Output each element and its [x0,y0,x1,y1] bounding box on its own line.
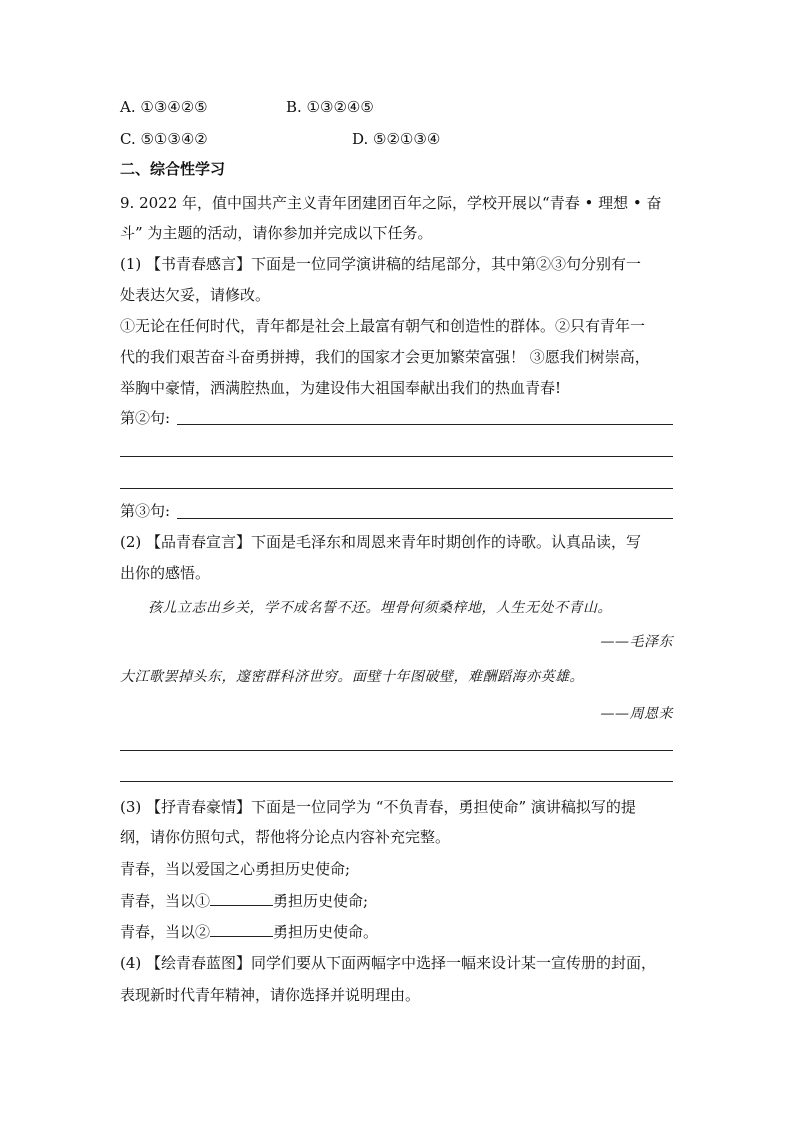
option-d: D. ⑤②①③④ [352,130,441,148]
sentence2-label: 第②句: [120,409,171,427]
q9-stem-line1: 9. 2022 年，值中国共产主义青年团建团百年之际，学校开展以“青春 • 理想 • 奋 [120,194,662,212]
outline-point1: 青春，当以爱国之心勇担历史使命; [120,860,351,878]
poem-mao: 孩儿立志出乡关，学不成名誓不还。埋骨何须桑梓地，人生无处不青山。 [148,600,612,616]
fill-blank-2[interactable] [210,921,273,937]
answer-line[interactable] [120,488,673,489]
answer-line[interactable] [120,781,673,782]
outline-point3-suffix: 勇担历史使命。 [273,923,379,941]
q9-part4-line2: 表现新时代青年精神，请你选择并说明理由。 [120,986,421,1004]
q9-part2-line2: 出你的感悟。 [120,564,211,582]
answer-line[interactable] [120,456,673,457]
q9-part3-line1: (3) 【抒青春豪情】下面是一位同学为 “不负青春，勇担使命” 演讲稿拟写的提 [120,798,636,816]
section-title: 二、综合性学习 [120,160,226,178]
speech-text-line2: 代的我们艰苦奋斗奋勇拼搏，我们的国家才会更加繁荣富强！ ③愿我们树崇高， [120,348,650,366]
poem-author-zhou: ——周恩来 [600,706,673,722]
sentence3-label: 第③句: [120,502,171,520]
q9-part4-line1: (4) 【绘青春蓝图】同学们要从下面两幅字中选择一幅来设计某一宣传册的封面， [120,954,657,972]
q9-part1-line2: 处表达欠妥，请修改。 [120,286,271,304]
option-a: A. ①③④②⑤ [120,98,208,116]
q9-part2-line1: (2) 【品青春宣言】下面是毛泽东和周恩来青年时期创作的诗歌。认真品读，写 [120,533,642,551]
poem-zhou: 大江歌罢掉头东，邃密群科济世穷。面壁十年图破壁，难酬蹈海亦英雄。 [120,669,584,685]
outline-point2 [120,890,368,911]
q9-part1-line1: (1) 【书青春感言】下面是一位同学演讲稿的结尾部分，其中第②③句分别有一 [120,255,642,273]
fill-blank-1[interactable] [210,890,273,906]
q9-part3-line2: 纲，请你仿照句式，帮他将分论点内容补充完整。 [120,828,451,846]
outline-point3-prefix: 青春，当以② [120,923,211,941]
outline-point3 [120,921,378,942]
option-b: B. ①③②④⑤ [286,98,374,116]
speech-text-line1: ①无论在任何时代，青年都是社会上最富有朝气和创造性的群体。②只有青年一 [120,317,646,335]
answer-line[interactable] [177,424,673,425]
outline-point2-suffix: 勇担历史使命; [273,892,369,910]
poem-author-mao: ——毛泽东 [600,634,673,650]
q9-stem-line2: 斗” 为主题的活动，请你参加并完成以下任务。 [120,224,433,242]
speech-text-line3: 举胸中豪情，洒满腔热血，为建设伟大祖国奉献出我们的热血青春! [120,379,562,397]
option-c: C. ⑤①③④② [120,130,208,148]
answer-line[interactable] [120,750,673,751]
answer-line[interactable] [177,518,673,519]
outline-point2-prefix: 青春，当以① [120,892,211,910]
